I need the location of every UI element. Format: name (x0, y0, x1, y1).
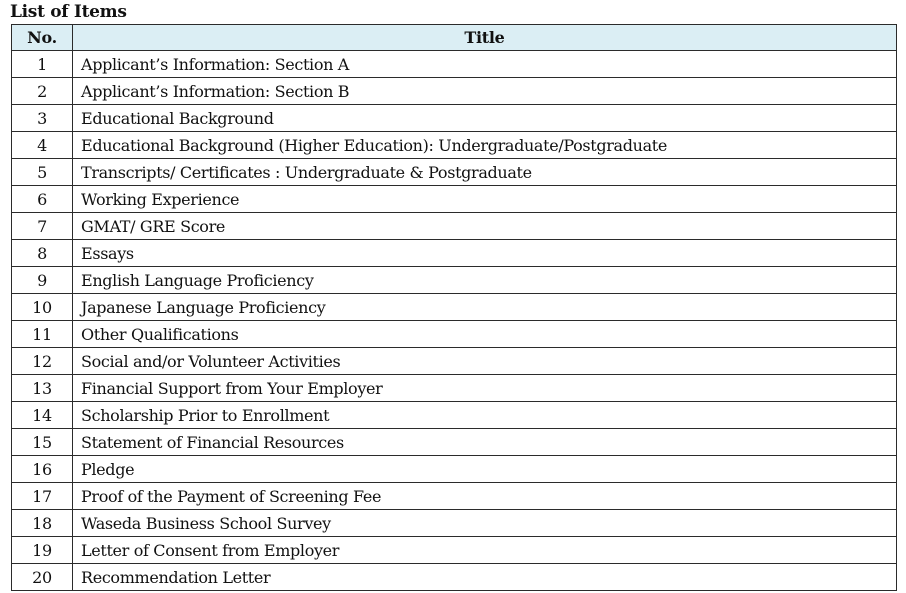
item-number: 11 (12, 321, 73, 348)
table-row (12, 105, 897, 132)
table-row (12, 429, 897, 456)
column-header-no: No. (12, 25, 73, 51)
item-number: 13 (12, 375, 73, 402)
table-row (12, 186, 897, 213)
table-body (12, 51, 897, 591)
item-number: 2 (12, 78, 73, 105)
item-title: Pledge (73, 456, 897, 483)
table-row (12, 402, 897, 429)
item-title: Financial Support from Your Employer (73, 375, 897, 402)
table-row (12, 564, 897, 591)
item-number: 8 (12, 240, 73, 267)
item-title: Letter of Consent from Employer (73, 537, 897, 564)
item-title: Proof of the Payment of Screening Fee (73, 483, 897, 510)
item-number: 15 (12, 429, 73, 456)
table-row (12, 375, 897, 402)
table-row (12, 213, 897, 240)
item-title: Transcripts/ Certificates : Undergraduate & Postgraduate (73, 159, 897, 186)
table-row (12, 78, 897, 105)
list-heading: List of Items (10, 2, 127, 22)
item-title: Applicant’s Information: Section B (73, 78, 897, 105)
item-title: Social and/or Volunteer Activities (73, 348, 897, 375)
item-number: 17 (12, 483, 73, 510)
table-header (12, 25, 897, 51)
table-row (12, 294, 897, 321)
item-number: 5 (12, 159, 73, 186)
item-title: Statement of Financial Resources (73, 429, 897, 456)
item-number: 14 (12, 402, 73, 429)
item-number: 16 (12, 456, 73, 483)
item-number: 10 (12, 294, 73, 321)
item-title: Educational Background (Higher Education): Undergraduate/Postgraduate (73, 132, 897, 159)
item-title: Scholarship Prior to Enrollment (73, 402, 897, 429)
item-number: 4 (12, 132, 73, 159)
table-row (12, 51, 897, 78)
item-number: 9 (12, 267, 73, 294)
item-title: Other Qualifications (73, 321, 897, 348)
item-title: Japanese Language Proficiency (73, 294, 897, 321)
table-row (12, 132, 897, 159)
item-number: 20 (12, 564, 73, 591)
item-number: 1 (12, 51, 73, 78)
item-title: English Language Proficiency (73, 267, 897, 294)
item-title: Essays (73, 240, 897, 267)
item-title: Working Experience (73, 186, 897, 213)
item-title: GMAT/ GRE Score (73, 213, 897, 240)
item-number: 18 (12, 510, 73, 537)
item-number: 19 (12, 537, 73, 564)
table-row (12, 159, 897, 186)
item-title: Recommendation Letter (73, 564, 897, 591)
column-header-title: Title (73, 25, 897, 51)
item-number: 3 (12, 105, 73, 132)
table-row (12, 267, 897, 294)
header-row (12, 25, 897, 51)
item-number: 7 (12, 213, 73, 240)
item-title: Waseda Business School Survey (73, 510, 897, 537)
table-row (12, 456, 897, 483)
table-row (12, 240, 897, 267)
table-row (12, 348, 897, 375)
items-table (11, 24, 897, 591)
table-row (12, 510, 897, 537)
table-row (12, 321, 897, 348)
table-row (12, 483, 897, 510)
item-number: 12 (12, 348, 73, 375)
item-number: 6 (12, 186, 73, 213)
table-row (12, 537, 897, 564)
item-title: Educational Background (73, 105, 897, 132)
item-title: Applicant’s Information: Section A (73, 51, 897, 78)
